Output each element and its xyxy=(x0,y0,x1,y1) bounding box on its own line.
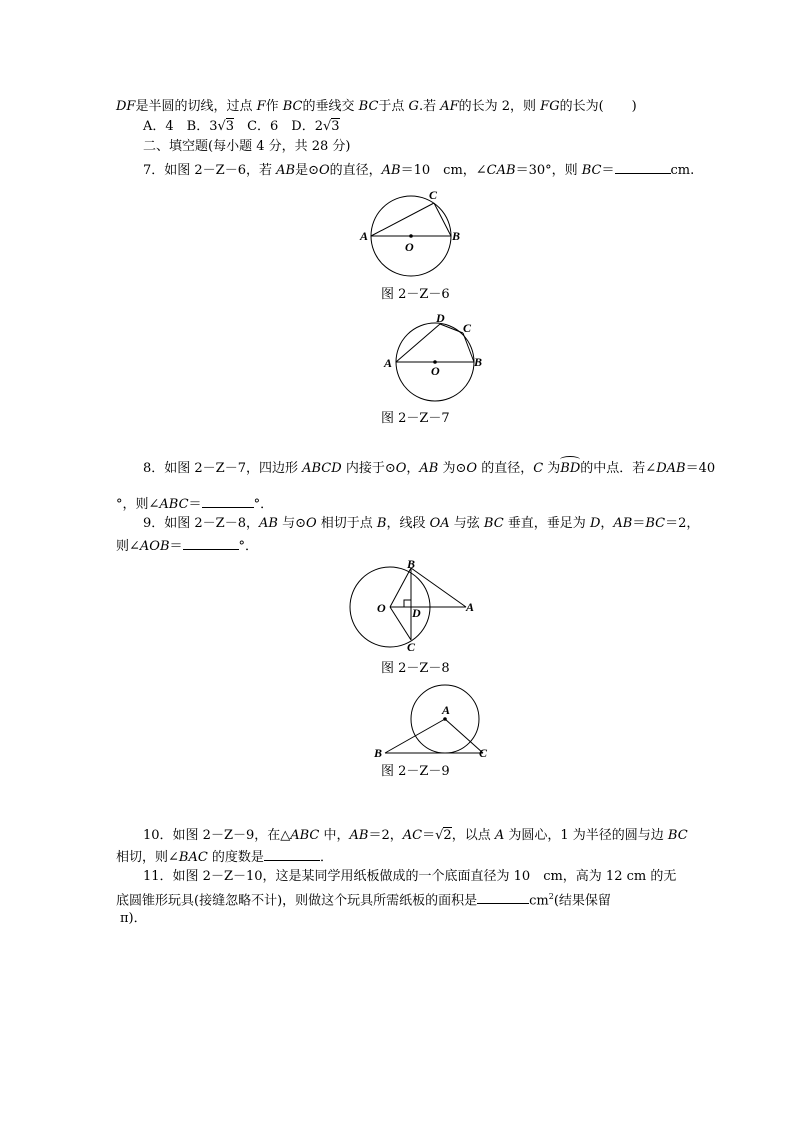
q7-text: O xyxy=(318,163,330,178)
label-b: B xyxy=(474,355,483,369)
q8-text: O xyxy=(466,461,478,476)
label-b: B xyxy=(452,229,461,243)
radius-oc xyxy=(390,607,411,640)
q6-radicand: 3 xyxy=(331,119,340,134)
caption-2-z-9: 图 2－Z－9 xyxy=(381,764,450,779)
q6-option-text: C．6 D．2 xyxy=(234,119,323,134)
q8-text: 的直径， xyxy=(477,461,534,476)
arc-label: BD xyxy=(560,461,581,476)
q8-text: ， xyxy=(406,461,420,476)
q6-text: FG xyxy=(540,99,560,114)
center-point xyxy=(409,234,413,238)
right-angle-mark xyxy=(404,600,411,607)
caption-2-z-7: 图 2－Z－7 xyxy=(381,411,450,426)
q7-text: ＝10 cm，∠ xyxy=(400,163,487,178)
q9-text: ， xyxy=(600,516,614,531)
q6-text: ) xyxy=(631,99,637,114)
q7-text: 是⊙ xyxy=(295,163,319,178)
label-c: C xyxy=(463,321,472,335)
label-a: A xyxy=(442,703,451,717)
figure-2-z-7 xyxy=(380,308,490,403)
q11-superscript: 2 xyxy=(548,892,554,901)
label-o: O xyxy=(431,364,440,378)
q9-text: AOB xyxy=(139,539,170,554)
q9-stem xyxy=(143,516,699,532)
q10-answer-blank[interactable] xyxy=(264,848,320,861)
q10-text: ． xyxy=(319,850,333,865)
q7-text: CAB xyxy=(486,163,516,178)
q10-text: 中， xyxy=(319,828,350,843)
q8-text: 8．如图 2－Z－7，四边形 xyxy=(143,461,303,476)
q6-text: BC xyxy=(358,99,379,114)
q10-line2 xyxy=(116,848,333,866)
q9-text: ，线段 xyxy=(386,516,430,531)
q9-line2 xyxy=(116,537,258,555)
q7-text: cm. xyxy=(670,163,695,178)
sqrt-sign: √ xyxy=(322,119,332,134)
q10-text: ＝ xyxy=(422,828,436,843)
q9-answer-blank[interactable] xyxy=(183,537,239,550)
q10-text: ，以点 xyxy=(451,828,495,843)
q10-text: 10．如图 2－Z－9，在△ xyxy=(143,828,291,843)
q8-text: 的中点．若∠ xyxy=(580,461,657,476)
label-c: C xyxy=(429,188,438,202)
q7-text: AB xyxy=(381,163,401,178)
label-c: C xyxy=(479,746,488,760)
q11-text: cm xyxy=(529,893,549,909)
sqrt-sign: √ xyxy=(435,828,444,843)
q10-text: ＝2， xyxy=(368,828,403,843)
q8-line2 xyxy=(116,495,273,513)
q8-text: 为 xyxy=(543,461,561,476)
q9-text: AB xyxy=(258,516,278,531)
q6-text: AF xyxy=(440,99,459,114)
q7-stem xyxy=(143,161,694,179)
q8-text: ABCD xyxy=(302,461,342,476)
q10-text: ABC xyxy=(290,828,320,843)
q7-text: 7．如图 2－Z－6，若 xyxy=(143,163,277,178)
figure-2-z-6 xyxy=(355,185,475,277)
q6-text: 的长为( xyxy=(559,99,604,114)
label-d: D xyxy=(436,311,445,325)
q8-text: DAB xyxy=(656,461,686,476)
q9-text: 相切于点 xyxy=(316,516,377,531)
radius-ob xyxy=(390,568,411,607)
arc-mark xyxy=(560,456,580,463)
q9-text: ＝ xyxy=(632,516,646,531)
label-o: O xyxy=(405,240,414,254)
q9-text: OA xyxy=(429,516,450,531)
q9-text: B xyxy=(376,516,387,531)
q10-text: 为圆心，1 为半径的圆与边 xyxy=(504,828,668,843)
chord-bc xyxy=(434,203,451,236)
caption-2-z-8: 图 2－Z－8 xyxy=(381,661,450,676)
q8-stem xyxy=(143,461,715,477)
q10-text: 的度数是 xyxy=(207,850,264,865)
q8-text: AB xyxy=(419,461,439,476)
q10-text: AB xyxy=(349,828,369,843)
q9-text: 垂直，垂足为 xyxy=(503,516,590,531)
label-o: O xyxy=(377,601,386,615)
chord-cb xyxy=(463,333,474,362)
q8-text: ABC xyxy=(159,497,189,512)
label-b: B xyxy=(407,558,416,571)
q7-answer-blank[interactable] xyxy=(615,161,671,174)
q8-answer-blank[interactable] xyxy=(202,495,254,508)
label-b: B xyxy=(374,746,383,760)
chord-dc xyxy=(440,324,463,333)
label-d: D xyxy=(412,606,421,620)
q7-text: ＝ xyxy=(601,163,615,178)
q6-text: 作 xyxy=(265,99,283,114)
label-a: A xyxy=(466,600,475,614)
q9-text: 则∠ xyxy=(116,539,140,554)
q6-df: DF xyxy=(116,99,136,114)
q10-text: AC xyxy=(402,828,423,843)
q11-line3: π)． xyxy=(120,911,147,926)
q8-text: °，则∠ xyxy=(116,497,160,512)
q11-answer-blank[interactable] xyxy=(477,891,529,904)
q6-text: 是半圆的切线，过点 xyxy=(135,99,257,114)
q6-text: 的长为 2，则 xyxy=(458,99,541,114)
q9-text: °． xyxy=(238,539,259,554)
q8-text: O xyxy=(395,461,407,476)
q6-text: G xyxy=(408,99,419,114)
q6-option-text: A．4 B．3 xyxy=(143,119,218,134)
q6-text: 的垂线交 xyxy=(302,99,359,114)
q8-text: ＝40 xyxy=(685,461,716,476)
tangent-ab xyxy=(411,568,466,607)
q6-stem-line xyxy=(116,99,637,115)
q7-text: ＝30°，则 xyxy=(515,163,582,178)
q7-text: BC xyxy=(581,163,602,178)
q11-line1: 11．如图 2－Z－10，这是某同学用纸板做成的一个底面直径为 10 cm，高为 12 cm 的无 xyxy=(143,869,677,884)
caption-2-z-6: 图 2－Z－6 xyxy=(381,287,450,302)
q11-line2 xyxy=(116,889,611,909)
q9-text: 与弦 xyxy=(449,516,484,531)
q9-text: ＝2， xyxy=(665,516,700,531)
q10-text: BC xyxy=(667,828,688,843)
figure-2-z-8 xyxy=(340,558,490,654)
q9-text: BC xyxy=(645,516,666,531)
q11-text: 底圆锥形玩具(接缝忽略不计)，则做这个玩具所需纸板的面积是 xyxy=(116,893,478,909)
q9-text: D xyxy=(589,516,601,531)
label-a: A xyxy=(384,356,393,370)
q8-text: °． xyxy=(253,497,274,512)
side-ab xyxy=(385,719,445,753)
q6-text: F xyxy=(256,99,266,114)
q10-text: BAC xyxy=(178,850,208,865)
q7-text: AB xyxy=(276,163,296,178)
chord-ac xyxy=(371,203,434,236)
q9-text: ＝ xyxy=(169,539,183,554)
q8-text: 为⊙ xyxy=(438,461,467,476)
q6-radicand: 3 xyxy=(225,119,235,134)
q8-text: C xyxy=(533,461,544,476)
q8-text: ＝ xyxy=(188,497,202,512)
q10-text: 相切，则∠ xyxy=(116,850,179,865)
q10-radicand: 2 xyxy=(443,828,452,843)
center-point xyxy=(443,717,447,721)
q6-options xyxy=(143,119,340,135)
section-title: 二、填空题(每小题 4 分，共 28 分) xyxy=(143,139,351,154)
chord-ad xyxy=(396,324,440,362)
q9-text: 9．如图 2－Z－8， xyxy=(143,516,259,531)
q10-stem xyxy=(143,828,688,844)
q6-text: 于点 xyxy=(378,99,409,114)
q9-text: BC xyxy=(483,516,504,531)
q6-text: BC xyxy=(282,99,303,114)
q9-text: O xyxy=(305,516,317,531)
q9-text: AB xyxy=(613,516,633,531)
sqrt-sign: √ xyxy=(217,119,226,134)
q6-text: .若 xyxy=(418,99,441,114)
q10-text: A xyxy=(494,828,505,843)
arc-bd xyxy=(560,461,580,477)
q11-text: (结果保留 xyxy=(553,893,611,909)
q9-text: 与⊙ xyxy=(277,516,306,531)
side-ac xyxy=(445,719,483,753)
label-c: C xyxy=(407,640,416,654)
q7-text: 的直径， xyxy=(329,163,382,178)
label-a: A xyxy=(360,229,369,243)
figure-2-z-9 xyxy=(370,680,500,764)
q8-text: 内接于⊙ xyxy=(341,461,396,476)
